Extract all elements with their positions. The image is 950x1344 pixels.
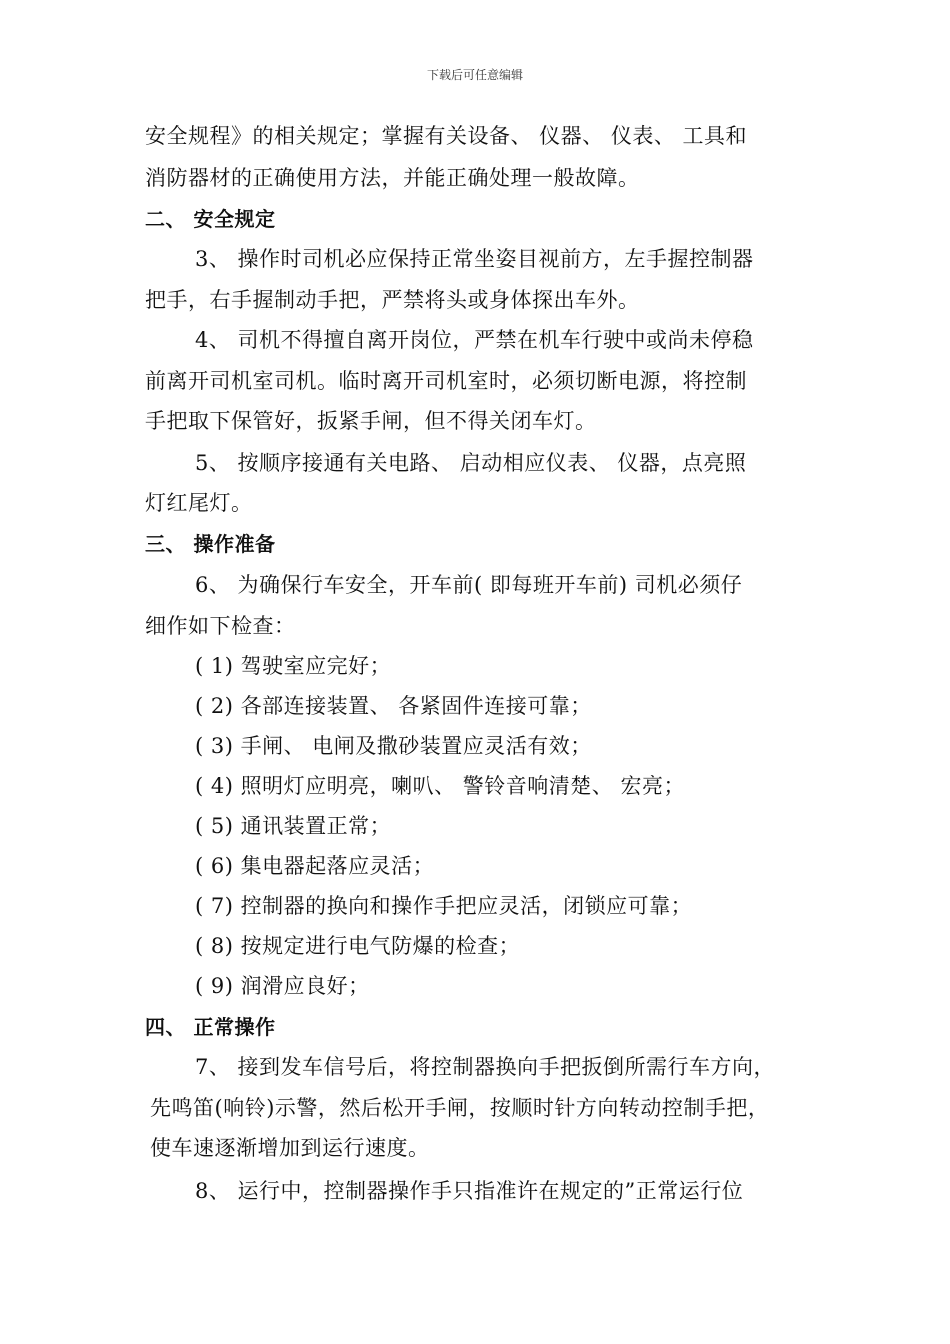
list-item: ( 1) 驾驶室应完好； <box>195 654 392 678</box>
text-line: 灯红尾灯。 <box>145 491 253 515</box>
list-item: ( 6) 集电器起落应灵活； <box>195 854 435 878</box>
text-line: 前离开司机室司机。临时离开司机室时，必须切断电源，将控制 <box>145 369 747 393</box>
text-line: 把手，右手握制动手把，严禁将头或身体探出车外。 <box>145 288 640 312</box>
list-item: ( 4) 照明灯应明亮，喇叭、 警铃音响清楚、 宏亮； <box>195 774 685 798</box>
list-item: ( 5) 通讯装置正常； <box>195 814 392 838</box>
text-line: 4、 司机不得擅自离开岗位，严禁在机车行驶中或尚未停稳 <box>195 328 754 352</box>
text-line: 8、 运行中，控制器操作手只指准许在规定的”正常运行位 <box>195 1179 744 1203</box>
text-line: 7、 接到发车信号后，将控制器换向手把扳倒所需行车方向， <box>195 1055 776 1079</box>
text-line: 消防器材的正确使用方法，并能正确处理一般故障。 <box>145 166 640 190</box>
page-header: 下载后可任意编辑 <box>426 68 523 82</box>
section-heading: 三、 操作准备 <box>145 532 276 556</box>
text-line: 使车速逐渐增加到运行速度。 <box>150 1136 430 1160</box>
list-item: ( 7) 控制器的换向和操作手把应灵活，闭锁应可靠； <box>195 894 693 918</box>
text-line: 先鸣笛(响铃)示警，然后松开手闸，按顺时针方向转动控制手把， <box>150 1096 770 1120</box>
section-heading: 二、 安全规定 <box>145 207 276 231</box>
text-line: 安全规程》的相关规定；掌握有关设备、 仪器、 仪表、 工具和 <box>145 124 748 148</box>
text-line: 5、 按顺序接通有关电路、 启动相应仪表、 仪器，点亮照 <box>195 451 747 475</box>
list-item: ( 8) 按规定进行电气防爆的检查； <box>195 934 521 958</box>
list-item: ( 3) 手闸、 电闸及撒砂装置应灵活有效； <box>195 734 592 758</box>
section-heading: 四、 正常操作 <box>145 1015 276 1039</box>
text-line: 6、 为确保行车安全，开车前( 即每班开车前) 司机必须仔 <box>195 573 743 597</box>
list-item: ( 2) 各部连接装置、 各紧固件连接可靠； <box>195 694 592 718</box>
text-line: 细作如下检查： <box>145 614 296 638</box>
text-line: 3、 操作时司机必应保持正常坐姿目视前方，左手握控制器 <box>195 247 754 271</box>
text-line: 手把取下保管好，扳紧手闸，但不得关闭车灯。 <box>145 409 597 433</box>
list-item: ( 9) 润滑应良好； <box>195 974 370 998</box>
